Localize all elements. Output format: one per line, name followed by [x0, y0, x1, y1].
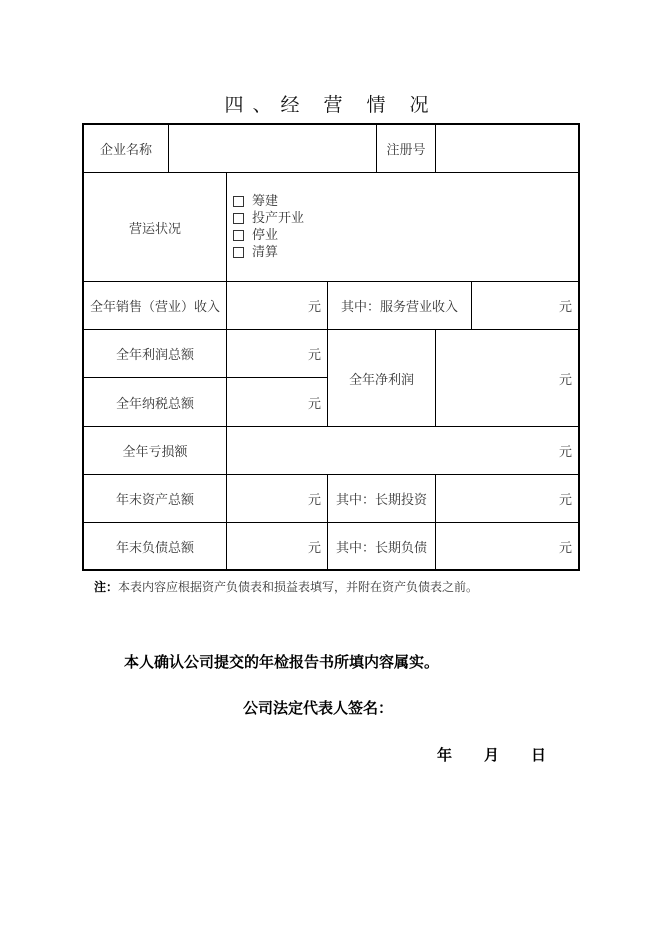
table-note: [94, 578, 478, 595]
assets-field[interactable]: 元: [307, 493, 321, 508]
note-text: 本表内容应根据资产负债表和损益表填写，并附在资产负债表之前。: [118, 580, 479, 594]
sales-label: 全年销售（营业）收入: [89, 300, 220, 315]
sales-field[interactable]: 元: [307, 300, 321, 315]
status-option-preparing[interactable]: [233, 193, 578, 210]
checkbox-icon[interactable]: [233, 213, 244, 224]
checkbox-icon[interactable]: [233, 196, 244, 207]
loss-label: 全年亏损额: [122, 445, 188, 460]
company-name-field[interactable]: [169, 125, 376, 172]
option-label: 投产开业: [252, 211, 305, 226]
liab-label: 年末负债总额: [115, 540, 194, 556]
option-label: 停业: [252, 228, 279, 243]
reg-no-field[interactable]: [436, 125, 578, 172]
date-month: 月: [484, 746, 500, 764]
assets-label: 年末资产总额: [115, 493, 194, 508]
option-label: 清算: [252, 245, 279, 260]
service-income-label: 其中：服务营业收入: [340, 300, 458, 315]
lt-liab-label: 其中：长期负债: [335, 540, 427, 556]
page-title: 四、经 营 情 况: [224, 94, 438, 116]
status-label: 营运状况: [128, 221, 181, 237]
checkbox-icon[interactable]: [233, 230, 244, 241]
date-year: 年: [437, 746, 453, 764]
signature-label: 公司法定代表人签名：: [243, 699, 394, 717]
option-label: 筹建: [252, 194, 279, 209]
tax-label: 全年纳税总额: [115, 396, 194, 412]
lt-liab-field[interactable]: 元: [558, 540, 572, 556]
confirmation-statement: 本人确认公司提交的年检报告书所填内容属实。: [124, 653, 440, 671]
lt-invest-label: 其中：长期投资: [335, 493, 427, 508]
net-profit-field[interactable]: 元: [558, 372, 572, 388]
profit-field[interactable]: 元: [307, 348, 321, 363]
business-status-table: [82, 123, 580, 571]
reg-no-label: 注册号: [386, 143, 426, 158]
liab-field[interactable]: 元: [307, 540, 321, 556]
profit-label: 全年利润总额: [115, 348, 194, 363]
service-income-field[interactable]: 元: [558, 300, 572, 315]
status-options: [227, 173, 578, 281]
lt-invest-field[interactable]: 元: [558, 493, 572, 508]
date-day: 日: [531, 746, 547, 764]
note-prefix: 注：: [94, 580, 119, 594]
loss-field[interactable]: 元: [558, 445, 572, 460]
net-profit-label: 全年净利润: [348, 372, 414, 388]
status-option-liquidation[interactable]: [233, 244, 578, 261]
tax-field[interactable]: 元: [307, 396, 321, 412]
company-name-label: 企业名称: [99, 143, 152, 158]
checkbox-icon[interactable]: [233, 247, 244, 258]
status-option-operating[interactable]: [233, 210, 578, 227]
status-option-suspended[interactable]: [233, 227, 578, 244]
